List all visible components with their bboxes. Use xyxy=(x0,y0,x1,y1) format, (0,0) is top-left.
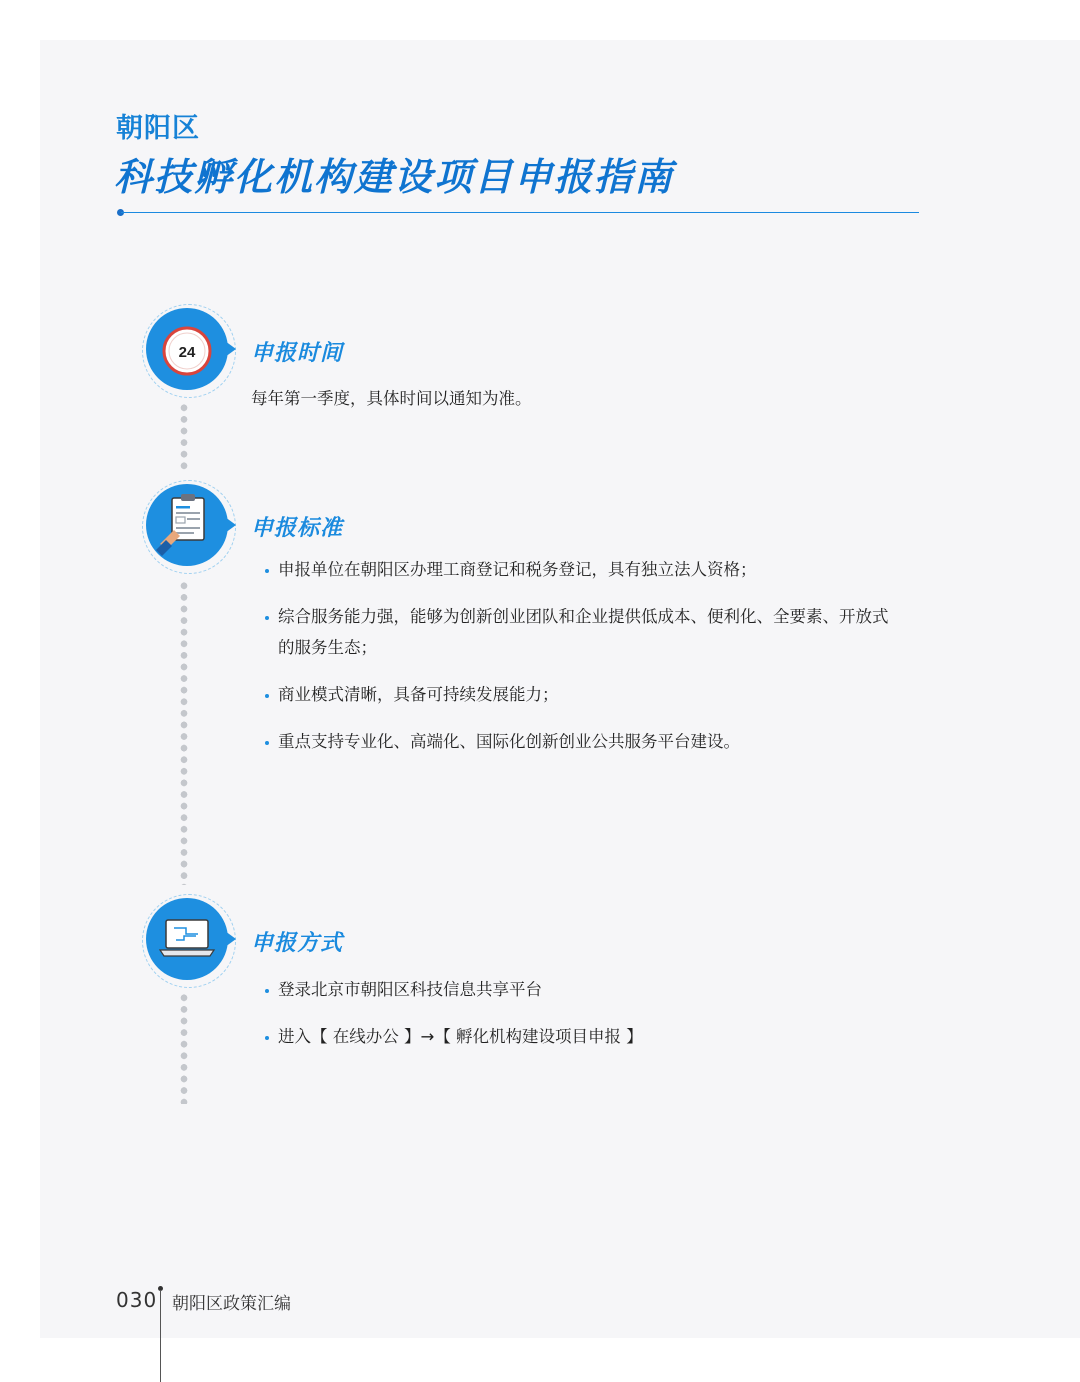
page-number: 030 xyxy=(116,1288,158,1312)
criteria-list xyxy=(264,554,904,773)
section-method-title: 申报方式 xyxy=(251,931,344,956)
section-criteria-title: 申报标准 xyxy=(251,516,344,541)
footer-divider xyxy=(160,1290,161,1382)
clipboard-icon xyxy=(146,484,228,566)
criteria-item: 重点支持专业化、高端化、国际化创新创业公共服务平台建设。 xyxy=(264,726,904,757)
page-title: 科技孵化机构建设项目申报指南 xyxy=(114,155,675,199)
section-time-badge xyxy=(142,308,238,398)
criteria-item: 商业模式清晰，具备可持续发展能力； xyxy=(264,679,904,710)
criteria-item: 申报单位在朝阳区办理工商登记和税务登记，具有独立法人资格； xyxy=(264,554,904,585)
criteria-item: 综合服务能力强，能够为创新创业团队和企业提供低成本、便利化、全要素、开放式的服务生态； xyxy=(264,601,904,663)
method-item: 进入【 在线办公 】→【 孵化机构建设项目申报 】 xyxy=(264,1021,904,1052)
laptop-icon xyxy=(146,898,228,980)
timeline-dots xyxy=(180,580,188,885)
method-list xyxy=(264,974,904,1068)
section-method-badge xyxy=(142,898,238,988)
section-time-title: 申报时间 xyxy=(251,341,344,366)
section-time-text: 每年第一季度，具体时间以通知为准。 xyxy=(251,389,532,408)
title-divider xyxy=(121,212,919,213)
district-heading: 朝阳区 xyxy=(116,113,200,144)
timeline-dots xyxy=(180,992,188,1104)
timeline-dots xyxy=(180,402,188,472)
clock-24-label: 24 xyxy=(178,344,196,361)
clock-24-icon xyxy=(146,308,228,390)
method-item: 登录北京市朝阳区科技信息共享平台 xyxy=(264,974,904,1005)
section-criteria-badge xyxy=(142,484,238,574)
publication-name: 朝阳区政策汇编 xyxy=(172,1294,291,1314)
